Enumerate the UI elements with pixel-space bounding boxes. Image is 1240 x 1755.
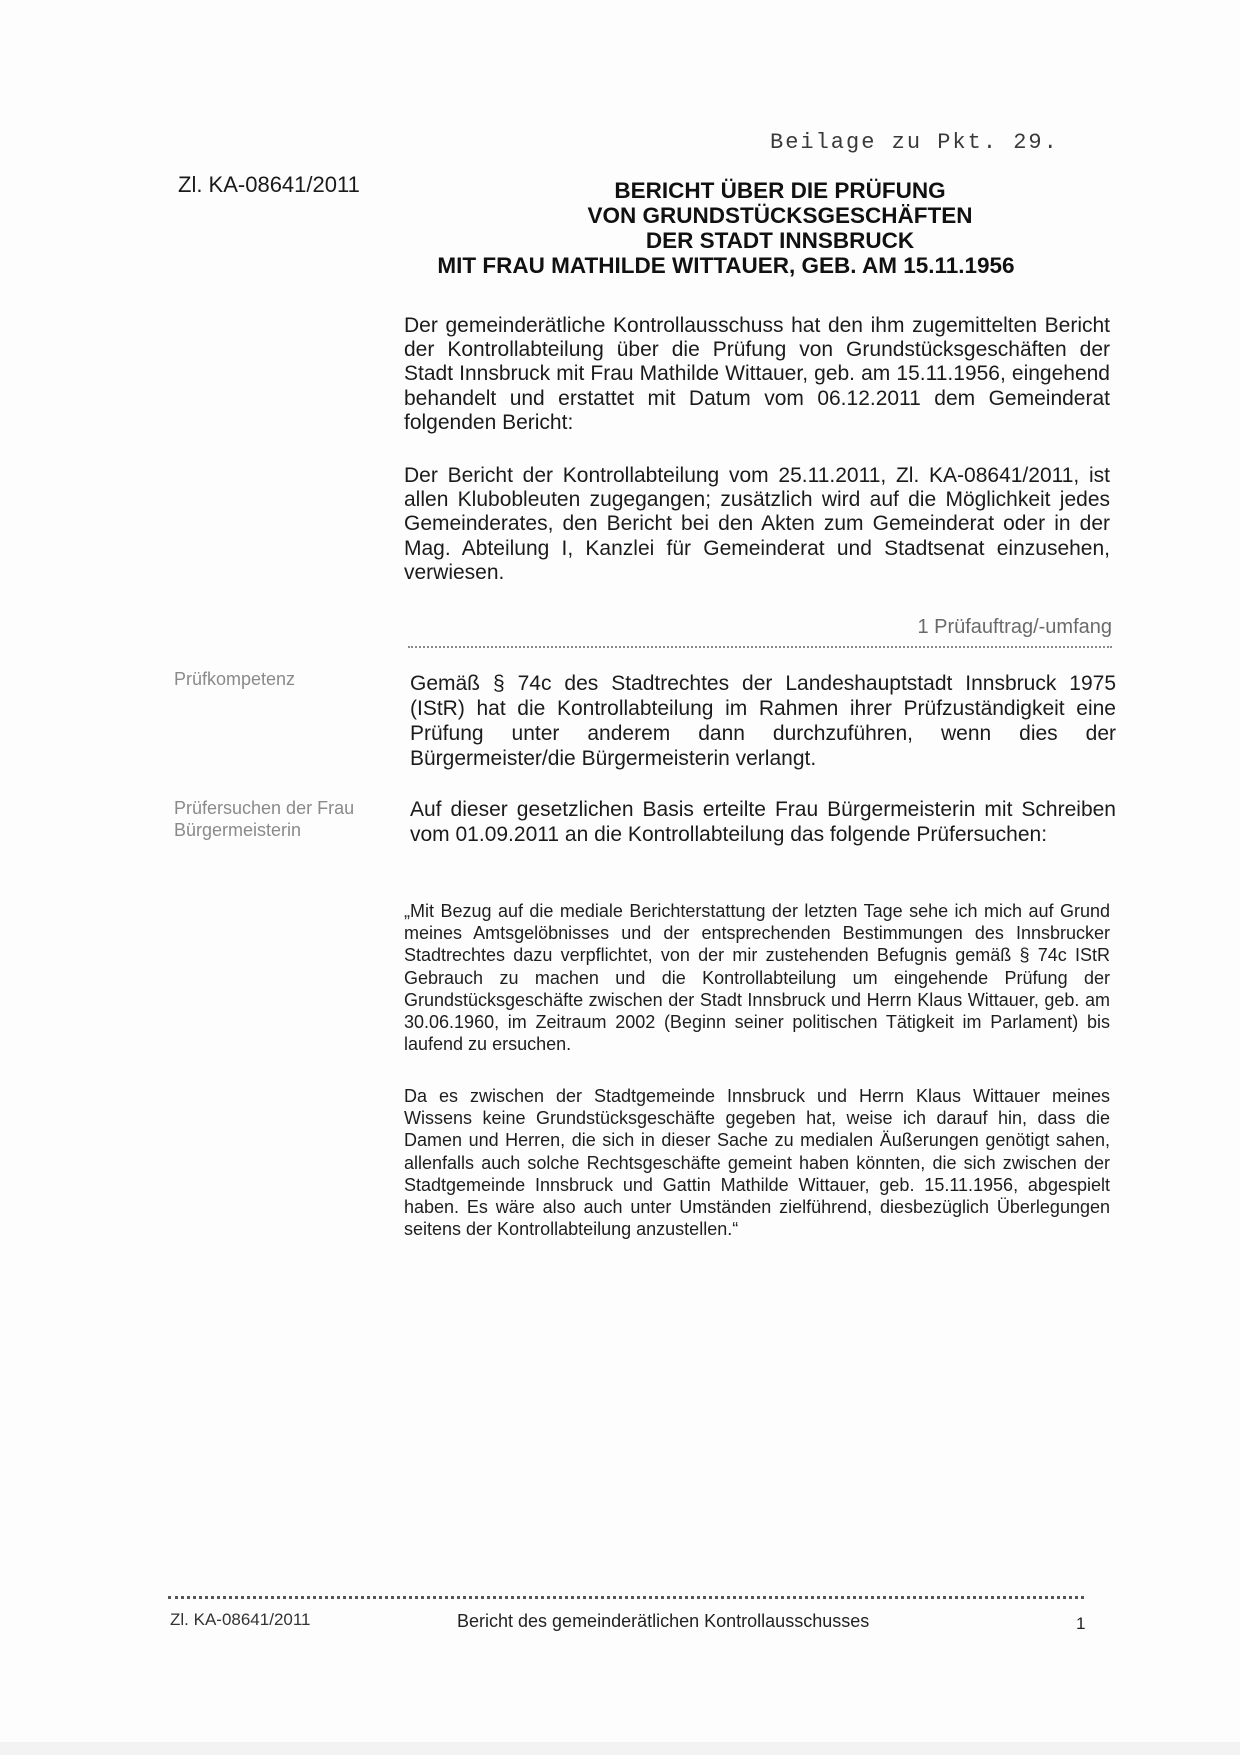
intro-paragraph-2: Der Bericht der Kontrollabteilung vom 25.11.2011, Zl. KA-08641/2011, ist allen Klubobleuten zugegangen; zusätzlich wird auf die Möglichkeit jedes Gemeinderates, den Bericht bei den Akten zum Gemeinderat oder in der Mag. Abteilung I, Kanzlei für Gemeinderat und Stadtsenat einzusehen, verwiesen. bbox=[404, 464, 1110, 584]
body-paragraph-2: Auf dieser gesetzlichen Basis erteilte Frau Bürgermeisterin mit Schreiben vom 01.09.2011 an die Kontrollabteilung das folgende Prüfersuchen: bbox=[410, 798, 1116, 846]
body-paragraph-1: Gemäß § 74c des Stadtrechtes der Landeshauptstadt Innsbruck 1975 (IStR) hat die Kontrollabteilung im Rahmen ihrer Prüfzuständigkeit eine Prüfung unter anderem dann durchzuführen, wenn dies der Bürgermeister/die Bürgermeisterin verlangt. bbox=[410, 672, 1116, 770]
title-line-4: MIT FRAU MATHILDE WITTAUER, GEB. AM 15.11.1956 bbox=[437, 253, 1015, 278]
quote-paragraph-1: „Mit Bezug auf die mediale Berichterstattung der letzten Tage sehe ich mich auf Grund meines Amtsgelöbnisses und der entsprechenden Bestimmungen des Innsbrucker Stadtrechtes dazu verpflichtet, von der mir zustehenden Befugnis gemäß § 74c IStR Gebrauch zu machen und die Kontrollabteilung um eingehende Prüfung der Grundstücksgeschäfte zwischen der Stadt Innsbruck und Herrn Klaus Wittauer, geb. am 30.06.1960, im Zeitraum 2002 (Beginn seiner politischen Tätigkeit im Parlament) bis laufend zu ersuchen. bbox=[404, 901, 1110, 1055]
scan-edge bbox=[0, 1742, 1240, 1755]
section-divider bbox=[408, 646, 1112, 648]
footer-reference: Zl. KA-08641/2011 bbox=[170, 1610, 311, 1629]
intro-paragraph-1: Der gemeinderätliche Kontrollausschuss hat den ihm zugemittelten Bericht der Kontrollabteilung über die Prüfung von Grundstücksgeschäften der Stadt Innsbruck mit Frau Mathilde Wittauer, geb. am 15.11.1956, eingehend behandelt und erstattet mit Datum vom 06.12.2011 dem Gemeinderat folgenden Bericht: bbox=[404, 314, 1110, 434]
title-line-1: BERICHT ÜBER DIE PRÜFUNG bbox=[614, 178, 946, 203]
footer-divider bbox=[168, 1596, 1084, 1599]
section-heading: 1 Prüfauftrag/-umfang bbox=[917, 616, 1112, 638]
page-number: 1 bbox=[1076, 1614, 1086, 1633]
margin-note-pruefkompetenz: Prüfkompetenz bbox=[174, 669, 296, 689]
report-title bbox=[437, 178, 1120, 278]
footer-title: Bericht des gemeinderätlichen Kontrollausschusses bbox=[457, 1611, 870, 1631]
title-line-3: DER STADT INNSBRUCK bbox=[645, 228, 915, 253]
reference-number: Zl. KA-08641/2011 bbox=[178, 172, 360, 197]
quote-paragraph-2: Da es zwischen der Stadtgemeinde Innsbruck und Herrn Klaus Wittauer meines Wissens keine Grundstücksgeschäfte gegeben hat, weise ich darauf hin, dass die Damen und Herren, die sich in dieser Sache zu medialen Äußerungen genötigt sahen, allenfalls auch solche Rechtsgeschäfte gemeint haben könnten, die sich zwischen der Stadtgemeinde Innsbruck und Gattin Mathilde Wittauer, geb. 15.11.1956, abgespielt haben. Es wäre also auch unter Umständen zielführend, diesbezüglich Überlegungen seitens der Kontrollabteilung anzustellen.“ bbox=[404, 1086, 1110, 1240]
title-line-2: VON GRUNDSTÜCKSGESCHÄFTEN bbox=[587, 203, 973, 228]
attachment-stamp: Beilage zu Pkt. 29. bbox=[770, 130, 1059, 155]
margin-note-pruefersuchen: Prüfersuchen der Frau Bürgermeisterin bbox=[174, 798, 355, 840]
